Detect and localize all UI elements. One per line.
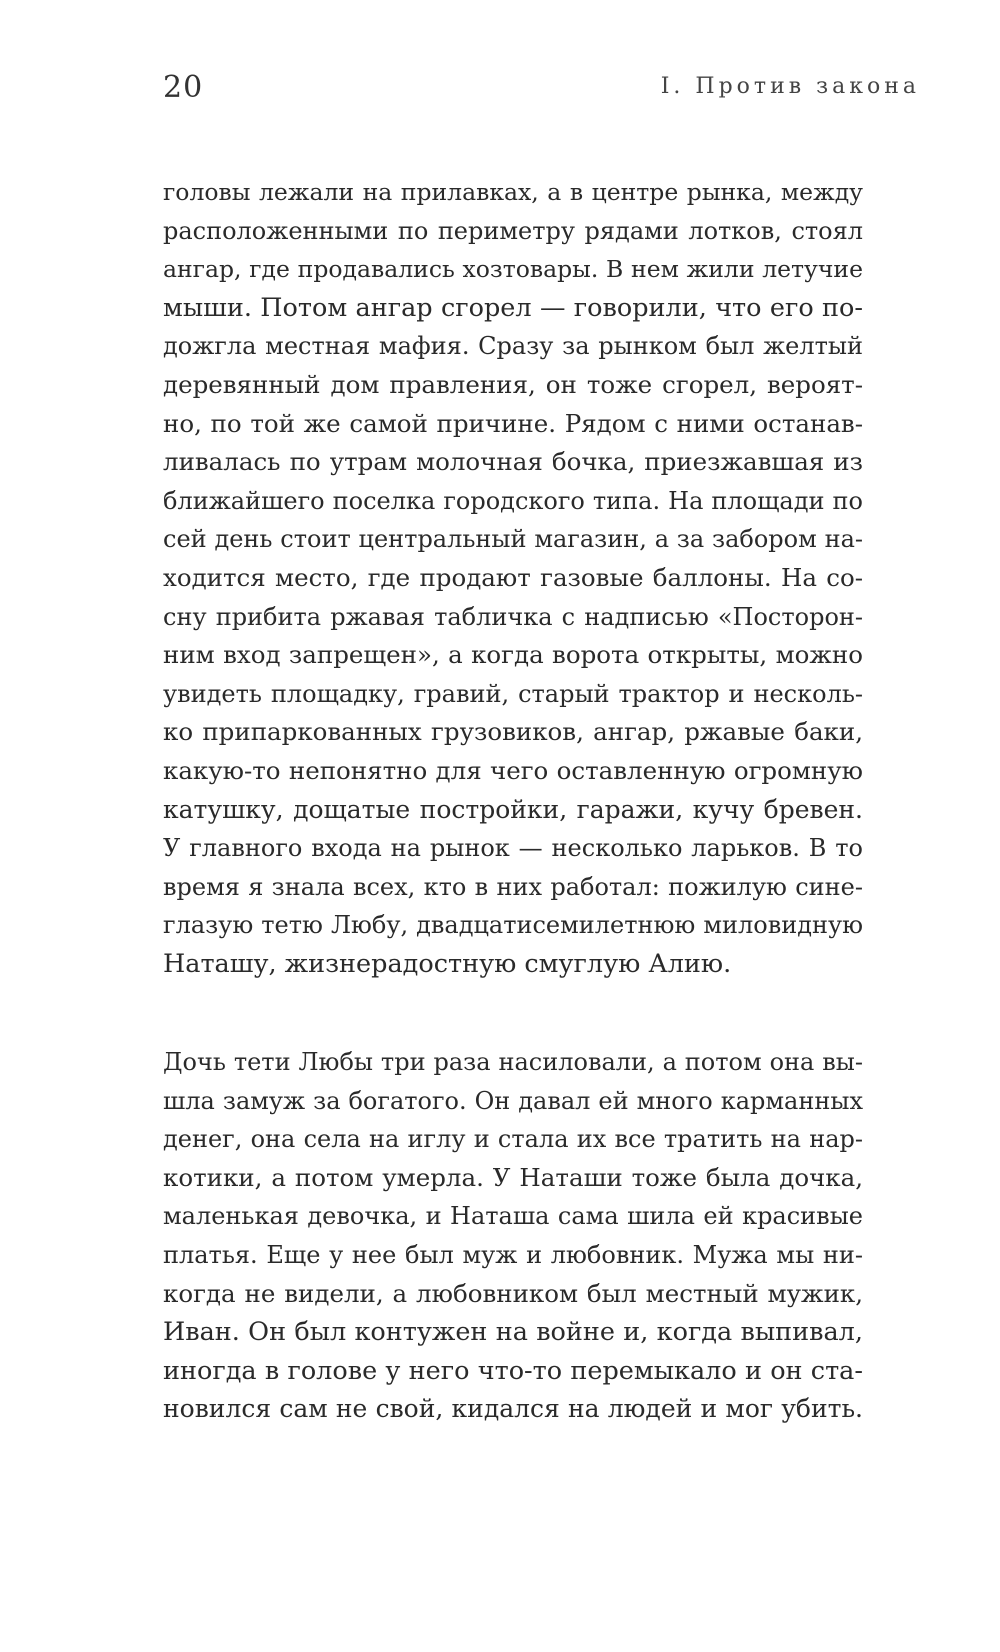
text-line: Иван. Он был контужен на войне и, когда выпивал, (163, 1317, 863, 1348)
text-line: ним вход запрещен», а когда ворота открыты, можно (163, 640, 863, 670)
text-line: котики, а потом умерла. У Наташи тоже была дочка, (163, 1162, 863, 1192)
text-line: новился сам не свой, кидался на людей и мог убить. (163, 1394, 863, 1424)
text-line: катушку, дощатые постройки, гаражи, кучу бревен. (163, 794, 863, 824)
text-line: какую-то непонятно для чего оставленную огромную (163, 755, 863, 785)
text-line: время я знала всех, кто в них работал: пожилую сине- (163, 872, 863, 901)
text-line: сну прибита ржавая табличка с надписью «Посторон- (163, 602, 863, 631)
paragraph-2 (163, 1043, 863, 1429)
text-line: маленькая девочка, и Наташа сама шила ей красивые (163, 1202, 863, 1231)
text-line: головы лежали на прилавках, а в центре рынка, между (163, 178, 863, 206)
text-line: ко припаркованных грузовиков, ангар, ржавые баки, (163, 717, 863, 747)
text-line: ближайшего поселка городского типа. На площади по (163, 486, 863, 515)
text-line: ходится место, где продают газовые баллоны. На со- (163, 562, 863, 592)
text-line: ливалась по утрам молочная бочка, приезжавшая из (163, 447, 863, 477)
text-line: мыши. Потом ангар сгорел — говорили, что его по- (163, 292, 863, 323)
text-line: дожгла местная мафия. Сразу за рынком был желтый (163, 332, 863, 361)
text-line: расположенными по периметру рядами лотков, стоял (163, 216, 863, 245)
text-line: денег, она села на иглу и стала их все тратить на нар- (163, 1125, 863, 1154)
text-line: но, по той же самой причине. Рядом с ними останав- (163, 408, 863, 438)
text-line: глазую тетю Любу, двадцатисемилетнюю миловидную (163, 911, 863, 940)
page-number: 20 (163, 70, 204, 105)
text-line: платья. Еще у нее был муж и любовник. Мужа мы ни- (163, 1240, 863, 1269)
text-line: шла замуж за богатого. Он давал ей много карманных (163, 1086, 863, 1115)
text-line: ангар, где продавались хозтовары. В нем жили летучие (163, 255, 863, 284)
text-line: сей день стоит центральный магазин, а за забором на- (163, 525, 863, 554)
text-line: Наташу, жизнерадостную смуглую Алию. (163, 948, 732, 979)
text-line: иногда в голове у него что-то перемыкало и он ста- (163, 1355, 863, 1386)
text-line: увидеть площадку, гравий, старый трактор и несколь- (163, 679, 863, 708)
text-line: У главного входа на рынок — несколько ларьков. В то (163, 834, 863, 863)
paragraph-1 (163, 173, 863, 983)
text-line: Дочь тети Любы три раза насиловали, а потом она вы- (163, 1048, 863, 1076)
text-line: деревянный дом правления, он тоже сгорел, вероят- (163, 369, 863, 399)
running-head: I. Против закона (660, 74, 920, 99)
text-line: когда не видели, а любовником был местный мужик, (163, 1278, 863, 1308)
